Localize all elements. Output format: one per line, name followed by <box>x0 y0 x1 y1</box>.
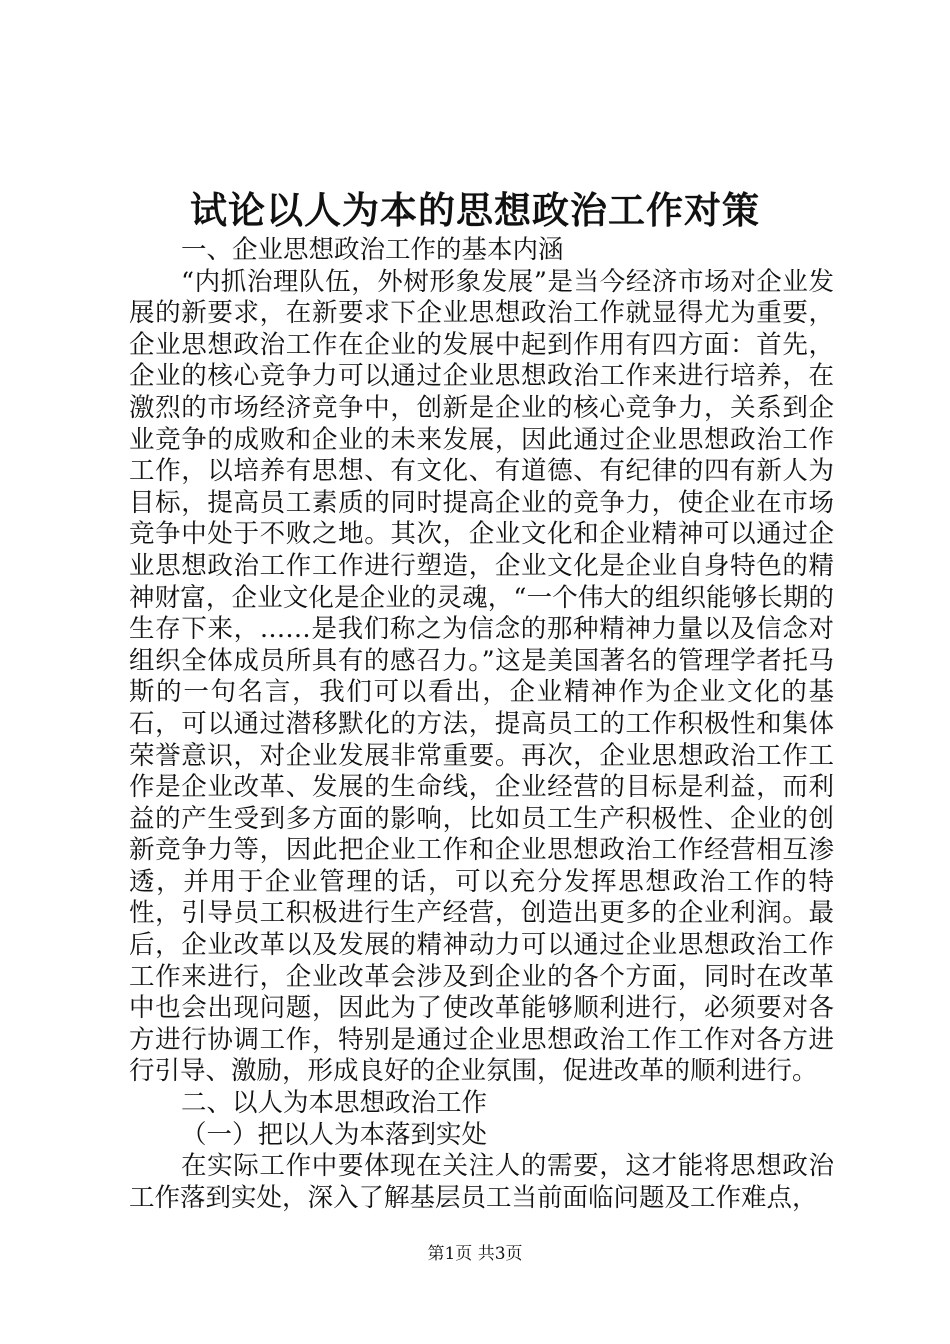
section-heading-2: 二、以人为本思想政治工作 <box>181 1088 488 1119</box>
page-footer: 第1页 共3页 <box>427 1244 523 1264</box>
section-1-paragraph: “内抓治理队伍，外树形象发展”是当今经济市场对企业发展的新要求，在新要求下企业思想政治工作就显得尤为重要，企业思想政治工作在企业的发展中起到作用有四方面：首先，企业的核心竞争力可以通过企业思想政治工作来进行培养，在激烈的市场经济竞争中，创新是企业的核心竞争力，关系到企业竞争的成败和企业的未来发展，因此通过企业思想政治工作工作，以培养有思想、有文化、有道德、有纪律的四有新人为目标，提高员工素质的同时提高企业的竞争力，使企业在市场竞争中处于不败之地。其次，企业文化和企业精神可以通过企业思想政治工作工作进行塑造，企业文化是企业自身特色的精神财富，企业文化是企业的灵魂，“一个伟大的组织能够长期的生存下来，……是我们称之为信念的那种精神力量以及信念对组织全体成员所具有的感召力。”这是美国著名的管理学者托马斯的一句名言，我们可以看出，企业精神作为企业文化的基石，可以通过潜移默化的方法，提高员工的工作积极性和集体荣誉意识，对企业发展非常重要。再次，企业思想政治工作工作是企业改革、发展的生命线，企业经营的目标是利益，而利益的产生受到多方面的影响，比如员工生产积极性、企业的创新竞争力等，因此把企业工作和企业思想政治工作经营相互渗透，并用于企业管理的话，可以充分发挥思想政治工作的特性，引导员工积极进行生产经营，创造出更多的企业利润。最后，企业改革以及发展的精神动力可以通过企业思想政治工作工作来进行，企业改革会涉及到企业的各个方面，同时在改革中也会出现问题，因此为了使改革能够顺利进行，必须要对各方进行协调工作，特别是通过企业思想政治工作工作对各方进行引导、激励，形成良好的企业氛围，促进改革的顺利进行。 <box>129 266 834 1087</box>
document-body <box>129 235 834 1214</box>
section-heading-1: 一、企业思想政治工作的基本内涵 <box>181 235 564 265</box>
subsection-1-paragraph: 在实际工作中要体现在关注人的需要，这才能将思想政治工作落到实处，深入了解基层员工当前面临问题及工作难点， <box>129 1151 834 1213</box>
subsection-heading-1: （一）把以人为本落到实处 <box>181 1119 488 1150</box>
document-title: 试论以人为本的思想政治工作对策 <box>190 188 760 232</box>
